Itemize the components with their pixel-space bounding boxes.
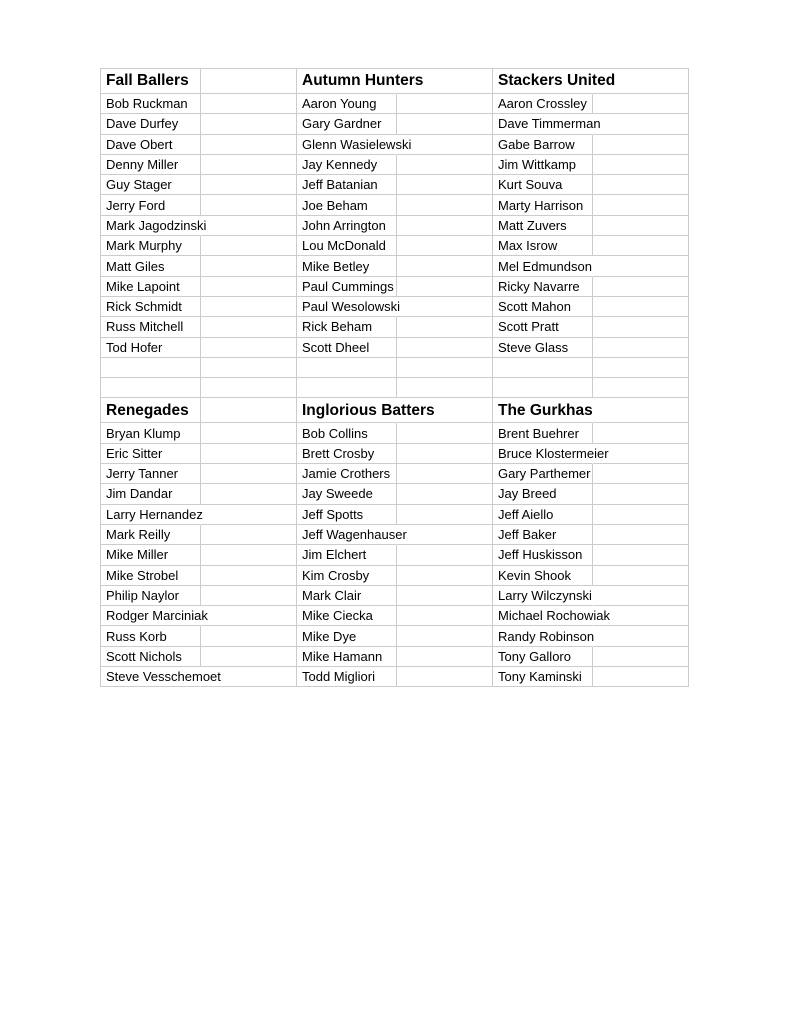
player-name-cell-text: Ricky Navarre [498,278,580,294]
player-name-cell [101,464,201,484]
player-name-cell-text: Jay Breed [498,486,557,502]
player-name-cell-text: Rick Schmidt [106,299,182,315]
empty-cell [593,423,689,443]
empty-cell [593,297,689,317]
player-name-cell-text: Philip Naylor [106,587,179,603]
empty-cell [593,155,689,175]
player-name-cell [493,195,593,215]
spacer-cell [101,378,201,398]
player-name-cell [101,94,201,114]
player-name-cell [493,135,593,155]
player-row [101,277,689,297]
player-name-cell [297,277,397,297]
team-header-cell [493,69,616,94]
player-name-cell-text: Russ Mitchell [106,319,184,335]
player-row [101,647,689,667]
empty-cell [201,236,297,256]
player-name-cell [101,505,201,525]
player-name-cell-text: Brent Buehrer [498,425,579,441]
team-header-cell [101,398,201,423]
player-name-cell-text: Aaron Crossley [498,96,587,112]
player-row [101,114,689,134]
player-name-cell-text: Rick Beham [302,319,373,335]
player-name-cell [493,505,593,525]
player-row [101,195,689,215]
player-name-cell-text: Gary Gardner [302,116,382,132]
player-name-cell [493,317,593,337]
empty-cell [593,566,689,586]
empty-cell [397,545,493,565]
player-name-cell-text: Jeff Wagenhauser [302,527,407,543]
player-name-cell-text: Jerry Ford [106,197,166,213]
player-name-cell-text: Todd Migliori [302,669,375,685]
player-name-cell [297,175,397,195]
player-name-cell [101,606,208,626]
player-name-cell-text: Denny Miller [106,157,179,173]
empty-cell [201,626,297,646]
empty-cell [201,606,297,626]
player-name-cell-text: Kevin Shook [498,567,571,583]
player-name-cell-text: Eric Sitter [106,445,163,461]
empty-cell [593,444,689,464]
player-name-cell [297,566,397,586]
team-header-row [101,398,689,423]
empty-cell [201,444,297,464]
player-name-cell [101,155,201,175]
player-name-cell-text: Paul Wesolowski [302,299,401,315]
player-name-cell-text: Jay Sweede [302,486,373,502]
empty-cell [397,606,493,626]
team-header-cell [493,398,593,423]
player-name-cell [101,114,201,134]
player-name-cell-text: Mark Jagodzinski [106,217,207,233]
player-name-cell [297,195,397,215]
player-name-cell-text: Larry Hernandez [106,506,203,522]
player-name-cell [101,444,201,464]
empty-cell [593,586,689,606]
empty-cell [397,94,493,114]
player-name-cell-text: Max Isrow [498,238,558,254]
empty-cell [397,505,493,525]
empty-cell [397,484,493,504]
player-name-cell [297,586,397,606]
player-name-cell-text: Mike Miller [106,547,169,563]
player-name-cell [493,586,593,606]
team-header-cell [297,398,435,423]
player-name-cell [297,135,412,155]
empty-cell [593,256,689,276]
player-name-cell [101,484,201,504]
empty-cell [201,195,297,215]
player-name-cell-text: Dave Obert [106,136,173,152]
spacer-cell [493,378,593,398]
player-name-cell [493,606,610,626]
player-name-cell-text: Mike Strobel [106,567,179,583]
empty-cell [397,338,493,358]
player-name-cell-text: Mike Ciecka [302,608,373,624]
player-name-cell-text: Tony Kaminski [498,669,582,685]
player-name-cell [493,256,593,276]
player-name-cell-text: Jim Wittkamp [498,157,576,173]
player-name-cell [297,464,397,484]
player-name-cell-text: Tod Hofer [106,339,163,355]
player-name-cell-text: Mark Clair [302,587,362,603]
roster-grid [100,68,689,687]
player-name-cell-text: Mike Betley [302,258,370,274]
empty-cell [593,338,689,358]
player-name-cell [101,216,207,236]
player-name-cell [493,423,593,443]
player-name-cell [493,216,593,236]
empty-cell [397,444,493,464]
player-name-cell-text: Scott Mahon [498,299,571,315]
player-row [101,667,689,687]
empty-cell [397,236,493,256]
empty-cell [397,277,493,297]
team-header-cell [101,69,201,94]
empty-cell [397,69,493,94]
empty-cell [201,297,297,317]
player-name-cell-text: Bob Ruckman [106,96,188,112]
player-name-cell [297,545,397,565]
team-header-cell-text: The Gurkhas [498,401,593,419]
empty-cell [201,586,297,606]
player-name-cell [101,586,201,606]
player-row [101,317,689,337]
player-name-cell [101,195,201,215]
player-name-cell-text: Scott Nichols [106,648,182,664]
player-name-cell-text: Rodger Marciniak [106,608,208,624]
player-name-cell [101,317,201,337]
player-name-cell [297,423,397,443]
empty-cell [201,545,297,565]
player-name-cell [297,256,397,276]
player-row [101,545,689,565]
empty-cell [201,216,297,236]
team-header-row [101,69,689,94]
team-header-cell-text: Autumn Hunters [302,72,424,90]
player-name-cell [297,606,397,626]
player-row [101,423,689,443]
empty-cell [397,667,493,687]
player-row [101,505,689,525]
empty-cell [397,626,493,646]
player-name-cell-text: Jay Kennedy [302,157,378,173]
player-name-cell [493,566,593,586]
player-name-cell [493,338,593,358]
empty-cell [593,135,689,155]
player-name-cell-text: Jim Elchert [302,547,367,563]
player-name-cell-text: Jamie Crothers [302,466,391,482]
player-name-cell [101,338,201,358]
empty-cell [201,338,297,358]
player-name-cell-text: Gabe Barrow [498,136,575,152]
player-name-cell-text: Jim Dandar [106,486,173,502]
player-row [101,566,689,586]
empty-cell [397,114,493,134]
spacer-row [101,378,689,398]
spacer-cell [201,378,297,398]
player-row [101,155,689,175]
team-header-cell-text: Stackers United [498,72,616,90]
player-name-cell-text: Jeff Huskisson [498,547,583,563]
player-name-cell [297,505,397,525]
player-name-cell-text: Bryan Klump [106,425,181,441]
player-row [101,444,689,464]
player-row [101,216,689,236]
empty-cell [593,626,689,646]
player-name-cell-text: Matt Zuvers [498,217,567,233]
player-name-cell [101,647,201,667]
spacer-cell [397,358,493,378]
empty-cell [201,277,297,297]
empty-cell [593,216,689,236]
player-name-cell [493,236,593,256]
player-name-cell [297,484,397,504]
player-name-cell-text: Lou McDonald [302,238,386,254]
player-row [101,256,689,276]
player-name-cell [297,216,397,236]
player-name-cell-text: Mark Reilly [106,527,171,543]
player-name-cell-text: Tony Galloro [498,648,571,664]
spacer-cell [201,358,297,378]
player-name-cell-text: Steve Glass [498,339,569,355]
player-name-cell-text: Dave Durfey [106,116,179,132]
empty-cell [593,398,689,423]
player-name-cell-text: Mike Dye [302,628,357,644]
player-name-cell [101,667,221,687]
player-row [101,297,689,317]
player-name-cell [493,277,593,297]
player-name-cell [297,525,407,545]
player-name-cell-text: Mark Murphy [106,238,182,254]
player-name-cell-text: Jeff Spotts [302,506,364,522]
empty-cell [593,606,689,626]
empty-cell [593,525,689,545]
empty-cell [397,256,493,276]
player-name-cell [297,647,397,667]
player-name-cell-text: Paul Cummings [302,278,394,294]
empty-cell [397,586,493,606]
empty-cell [201,423,297,443]
player-row [101,626,689,646]
spacer-cell [297,378,397,398]
player-row [101,94,689,114]
player-name-cell [493,667,593,687]
player-name-cell-text: Bruce Klostermeier [498,445,609,461]
player-name-cell [297,94,397,114]
player-name-cell-text: Scott Dheel [302,339,370,355]
player-name-cell-text: Dave Timmerman [498,116,601,132]
player-name-cell [493,626,593,646]
empty-cell [593,114,689,134]
empty-cell [201,525,297,545]
empty-cell [593,667,689,687]
player-name-cell [297,155,397,175]
empty-cell [397,135,493,155]
spacer-cell [397,378,493,398]
spacer-cell [593,358,689,378]
empty-cell [201,667,297,687]
player-row [101,338,689,358]
player-name-cell-text: Aaron Young [302,96,377,112]
player-name-cell [493,175,593,195]
player-row [101,606,689,626]
empty-cell [201,398,297,423]
player-name-cell-text: Marty Harrison [498,197,584,213]
empty-cell [593,317,689,337]
player-row [101,484,689,504]
empty-cell [201,566,297,586]
player-name-cell [493,155,593,175]
empty-cell [201,175,297,195]
player-name-cell [297,444,397,464]
player-name-cell [493,464,593,484]
player-name-cell-text: Kurt Souva [498,177,563,193]
empty-cell [593,94,689,114]
player-name-cell [101,525,201,545]
player-name-cell-text: Matt Giles [106,258,165,274]
player-name-cell [493,444,609,464]
empty-cell [397,216,493,236]
team-header-cell-text: Fall Ballers [106,72,189,90]
empty-cell [201,114,297,134]
empty-cell [593,236,689,256]
player-row [101,236,689,256]
empty-cell [397,195,493,215]
player-name-cell [101,566,201,586]
player-name-cell-text: Russ Korb [106,628,167,644]
player-row [101,525,689,545]
player-name-cell-text: Joe Beham [302,197,368,213]
player-name-cell [101,236,201,256]
empty-cell [201,484,297,504]
spacer-cell [101,358,201,378]
player-row [101,135,689,155]
empty-cell [201,317,297,337]
empty-cell [397,525,493,545]
player-name-cell-text: Michael Rochowiak [498,608,610,624]
empty-cell [593,277,689,297]
player-row [101,464,689,484]
player-name-cell-text: Mike Lapoint [106,278,180,294]
player-name-cell [493,114,601,134]
empty-cell [201,464,297,484]
player-name-cell [297,338,397,358]
player-name-cell [101,135,201,155]
empty-cell [593,505,689,525]
player-name-cell-text: John Arrington [302,217,386,233]
player-name-cell [297,297,401,317]
player-name-cell-text: Jeff Aiello [498,506,554,522]
empty-cell [201,647,297,667]
empty-cell [593,464,689,484]
spacer-row [101,358,689,378]
player-name-cell-text: Mel Edmundson [498,258,592,274]
player-name-cell [297,626,397,646]
empty-cell [593,195,689,215]
empty-cell [593,484,689,504]
player-name-cell-text: Gary Parthemer [498,466,591,482]
empty-cell [397,566,493,586]
player-name-cell-text: Larry Wilczynski [498,587,592,603]
team-header-cell [297,69,424,94]
player-name-cell-text: Guy Stager [106,177,172,193]
empty-cell [201,505,297,525]
player-name-cell [101,545,201,565]
empty-cell [201,155,297,175]
empty-cell [397,423,493,443]
player-row [101,175,689,195]
player-row [101,586,689,606]
player-name-cell-text: Mike Hamann [302,648,383,664]
player-name-cell [101,277,201,297]
player-name-cell [297,317,397,337]
player-name-cell [297,667,397,687]
player-name-cell [101,297,201,317]
spacer-cell [493,358,593,378]
player-name-cell-text: Kim Crosby [302,567,370,583]
player-name-cell [493,484,593,504]
player-name-cell [493,525,593,545]
player-name-cell-text: Jeff Batanian [302,177,378,193]
player-name-cell-text: Jeff Baker [498,527,557,543]
player-name-cell [297,114,397,134]
empty-cell [593,175,689,195]
player-name-cell-text: Steve Vesschemoet [106,669,221,685]
player-name-cell [493,94,593,114]
empty-cell [397,155,493,175]
empty-cell [397,464,493,484]
player-name-cell [101,626,201,646]
player-name-cell-text: Scott Pratt [498,319,559,335]
player-name-cell [493,297,593,317]
player-name-cell-text: Glenn Wasielewski [302,136,412,152]
player-name-cell [101,256,201,276]
player-name-cell [493,647,593,667]
empty-cell [201,94,297,114]
empty-cell [201,135,297,155]
team-header-cell-text: Renegades [106,401,189,419]
empty-cell [593,647,689,667]
empty-cell [397,175,493,195]
player-name-cell [101,175,201,195]
player-name-cell [493,545,593,565]
player-name-cell-text: Jerry Tanner [106,466,179,482]
team-header-cell-text: Inglorious Batters [302,401,435,419]
empty-cell [201,69,297,94]
empty-cell [397,317,493,337]
empty-cell [397,297,493,317]
empty-cell [397,398,493,423]
spacer-cell [297,358,397,378]
spacer-cell [593,378,689,398]
empty-cell [397,647,493,667]
player-name-cell-text: Randy Robinson [498,628,595,644]
empty-cell [201,256,297,276]
empty-cell [593,69,689,94]
player-name-cell [297,236,397,256]
player-name-cell [101,423,201,443]
empty-cell [593,545,689,565]
player-name-cell-text: Bob Collins [302,425,368,441]
player-name-cell-text: Brett Crosby [302,445,375,461]
